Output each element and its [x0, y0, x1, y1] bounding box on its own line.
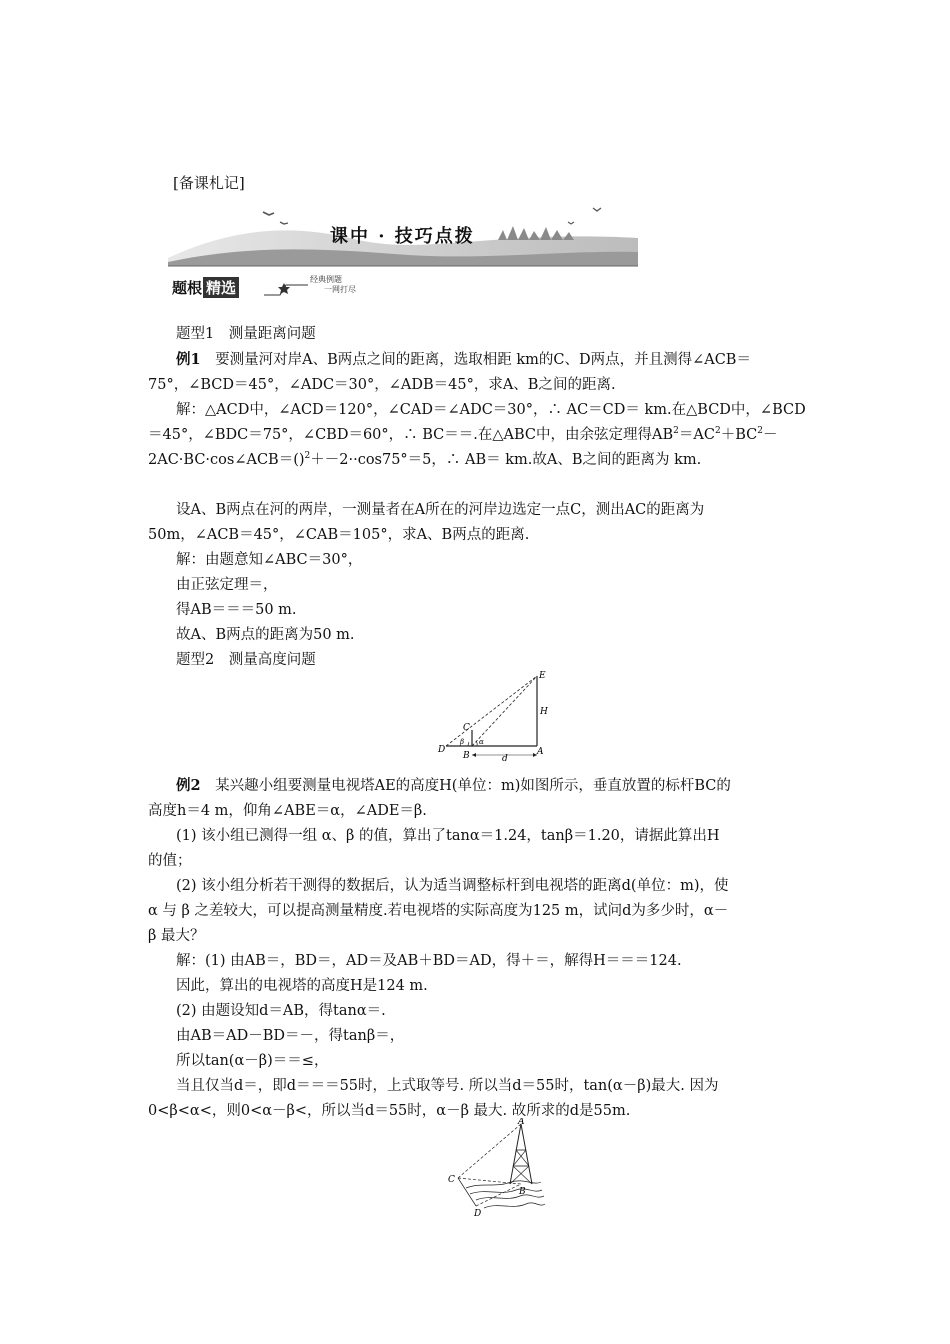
figure-tower-height	[436, 670, 556, 762]
line-cb	[458, 1178, 521, 1184]
label-a: A	[518, 1118, 525, 1127]
sup-d: 2	[304, 451, 311, 462]
label-d: D	[474, 1209, 482, 1219]
variant1-sol4: 故A、B两点的距离为50 m.	[176, 627, 355, 643]
line-de	[446, 676, 537, 746]
river-wave-3	[476, 1195, 544, 1200]
solution1-line1: 解：△ACD中，∠ACD＝120°，∠CAD＝∠ADC＝30°，∴ AC＝CD＝ km.在△BCD中，∠BCD	[176, 402, 806, 418]
sup-c: 2	[757, 426, 763, 437]
s1-l3b: ＋－2··cos75°＝5，∴ AB＝ km.故A、B之间的距离为 km.	[310, 452, 702, 468]
s1-l2b: ＝AC	[678, 427, 715, 443]
tag-small-1: 经典例题	[310, 275, 342, 284]
variant1-line2: 50m，∠ACB＝45°，∠CAB＝105°，求A、B两点的距离.	[148, 527, 530, 543]
example2-q1a: (1) 该小组已测得一组 α、β 的值，算出了tanα＝1.24，tanβ＝1.20，请据此算出H	[176, 828, 720, 844]
example1-line2: 75°，∠BCD＝45°，∠ADC＝30°，∠ADB＝45°，求A、B之间的距离.	[148, 377, 616, 393]
figure-tower-river	[446, 1118, 546, 1220]
s1-l2d: －	[762, 427, 778, 443]
example1-label: 例1	[176, 351, 201, 368]
tag-arrow-icon	[264, 279, 308, 297]
solution2-line3: (2) 由题设知d＝AB，得tanα＝.	[176, 1003, 386, 1019]
solution2-line5: 所以tan(α－β)＝＝≤，	[176, 1053, 329, 1069]
variant1-sol2: 由正弦定理＝，	[176, 577, 278, 593]
arrow-left-icon	[472, 753, 476, 757]
solution2-line7: 0<β<α<，则0<α－β<，所以当d＝55时，α－β 最大. 故所求的d是55m.	[148, 1103, 631, 1119]
tag-small-text	[310, 275, 356, 295]
sight-ca	[458, 1124, 521, 1178]
label-c: C	[463, 723, 470, 733]
sup-b: 2	[714, 426, 721, 437]
example1-line1	[148, 347, 808, 373]
label-e: E	[539, 671, 546, 681]
s1-l3a: 2AC·BC·cos∠ACB＝()	[148, 452, 305, 468]
section-tag	[168, 275, 408, 299]
lesson-note-label: [备课札记]	[173, 174, 245, 192]
tag-box	[168, 277, 243, 297]
river-wave-4	[484, 1203, 545, 1208]
s1-l2c: ＋BC	[720, 427, 758, 443]
heading-type1: 题型1 测量距离问题	[176, 326, 316, 342]
solution2-line1: 解：(1) 由AB＝，BD＝，AD＝及AB＋BD＝AD，得＋＝，解得H＝＝＝124.	[176, 953, 682, 969]
example2-q2a: (2) 该小组分析若干测得的数据后，认为适当调整标杆到电视塔的距离d(单位：m)，使	[176, 878, 729, 894]
solution1-line3	[148, 448, 808, 473]
variant1-sol3: 得AB＝＝＝50 m.	[176, 602, 297, 618]
line-db	[476, 1184, 521, 1206]
tag-small-2: 一网打尽	[324, 285, 356, 294]
label-beta: β	[460, 738, 465, 746]
variant1-sol1: 解：由题意知∠ABC＝30°，	[176, 552, 363, 568]
example2-line1	[148, 773, 808, 799]
tag-main: 题根	[172, 278, 203, 297]
line-cd	[458, 1178, 476, 1206]
label-b: B	[519, 1187, 526, 1197]
label-h: H	[540, 707, 548, 717]
example2-q2c: β 最大？	[148, 928, 205, 944]
label-b: B	[463, 751, 470, 761]
example2-line2: 高度h＝4 m，仰角∠ABE＝α，∠ADE＝β.	[148, 803, 427, 819]
solution2-line2: 因此，算出的电视塔的高度H是124 m.	[176, 978, 428, 994]
spacer	[148, 473, 808, 498]
example1-text1: 要测量河对岸A、B两点之间的距离，选取相距 km的C、D两点，并且测得∠ACB＝	[200, 352, 751, 368]
line-be	[472, 676, 537, 746]
example2-label: 例2	[176, 777, 201, 794]
solution1-line2	[148, 423, 808, 448]
label-alpha: α	[479, 738, 484, 746]
banner-title: 课中 · 技巧点拨	[330, 226, 475, 247]
label-d: D	[438, 745, 446, 755]
example2-q1b: 的值；	[148, 853, 192, 869]
label-c: C	[448, 1175, 455, 1185]
tag-inverse: 精选	[203, 277, 239, 298]
solution2-line6: 当且仅当d＝，即d＝＝＝55时，上式取等号. 所以当d＝55时，tan(α－β)最大. 因为	[176, 1078, 719, 1094]
river-wave-2	[470, 1189, 542, 1194]
example2-q2b: α 与 β 之差较大，可以提高测量精度.若电视塔的实际高度为125 m，试问d为多少时，α－	[148, 903, 729, 919]
variant1-line1: 设A、B两点在河的两岸，一测量者在A所在的河岸边选定一点C，测出AC的距离为	[176, 502, 705, 518]
sup-a: 2	[673, 426, 679, 437]
example2-text1: 某兴趣小组要测量电视塔AE的高度H(单位：m)如图所示，垂直放置的标杆BC的	[200, 778, 731, 794]
heading-type2: 题型2 测量高度问题	[176, 652, 316, 668]
arc-alpha	[476, 741, 477, 746]
label-d-dist: d	[502, 754, 508, 762]
solution2-line4: 由AB＝AD－BD＝－，得tanβ＝，	[176, 1028, 405, 1044]
s1-l2: ＝45°，∠BDC＝75°，∠CBD＝60°，∴ BC＝＝.在△ABC中，由余弦定理得AB	[148, 427, 674, 443]
label-a: A	[537, 747, 544, 757]
